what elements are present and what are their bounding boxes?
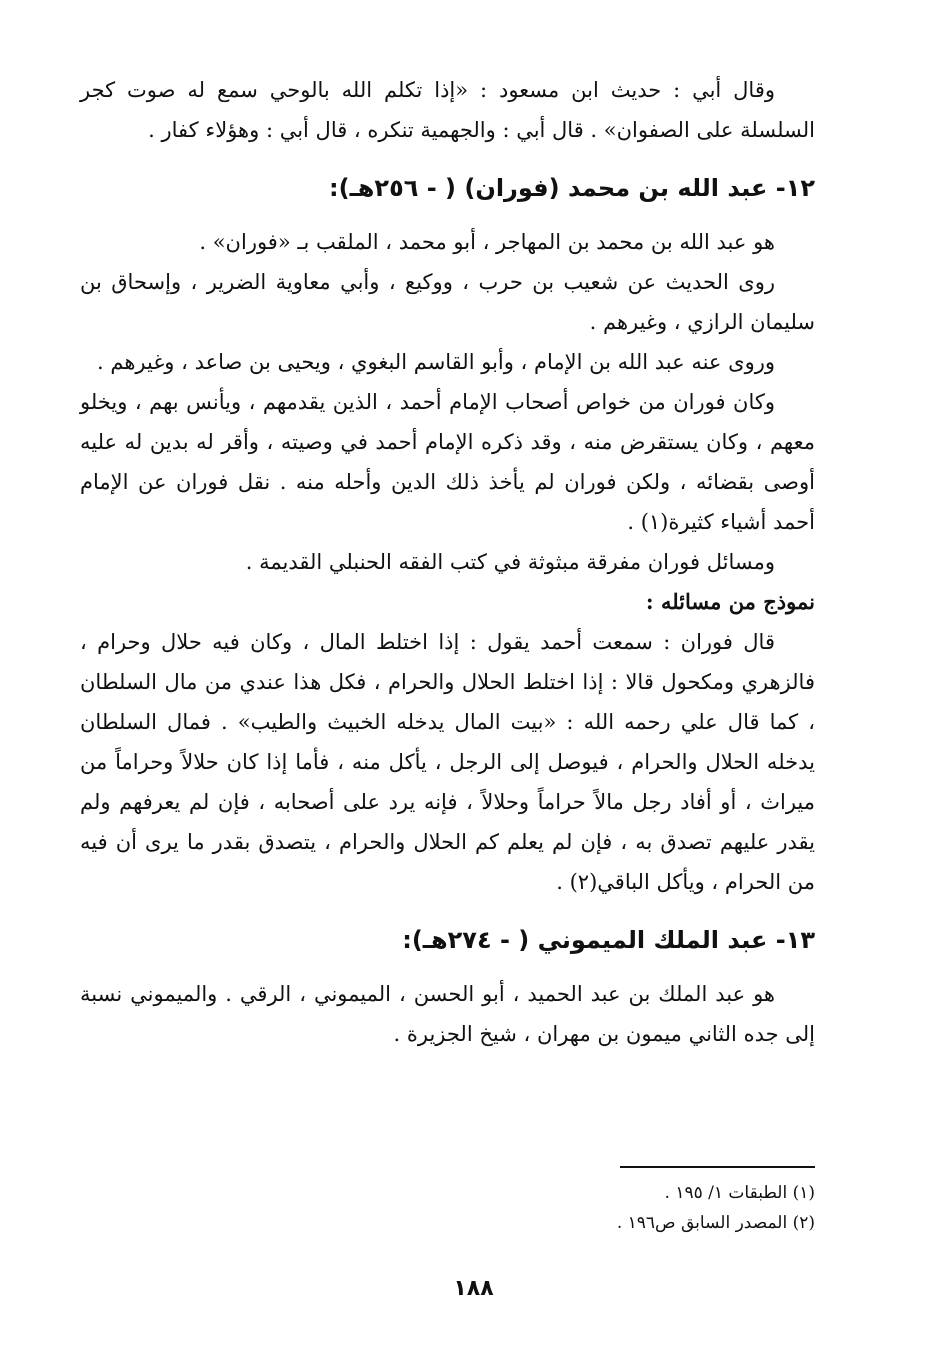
section-13-paragraph-1: هو عبد الملك بن عبد الحميد ، أبو الحسن ، الميموني ، الرقي . والميموني نسبة إلى جده الثاني ميمون بن مهران ، شيخ الجزيرة . bbox=[80, 982, 815, 1046]
section-12-heading: ١٢- عبد الله بن محمد (فوران) ( - ٢٥٦هـ): bbox=[329, 174, 815, 202]
section-12-paragraph-2: روى الحديث عن شعيب بن حرب ، ووكيع ، وأبي معاوية الضرير ، وإسحاق بن سليمان الرازي ، وغيرهم . bbox=[80, 270, 815, 334]
footnote-2: (٢) المصدر السابق ص١٩٦ . bbox=[616, 1213, 815, 1233]
section-12-paragraph-3: وروى عنه عبد الله بن الإمام ، وأبو القاسم البغوي ، ويحيى بن صاعد ، وغيرهم . bbox=[97, 350, 775, 374]
section-13-heading: ١٣- عبد الملك الميموني ( - ٢٧٤هـ): bbox=[402, 926, 815, 954]
page-number: ١٨٨ bbox=[453, 1276, 494, 1301]
section-12-example-paragraph: قال فوران : سمعت أحمد يقول : إذا اختلط المال ، وكان فيه حلال وحرام ، فالزهري ومكحول قالا : إذا اختلط الحلال والحرام ، فكل هذا عندي من مال السلطان ، كما قال علي رحمه الله : «بيت المال يدخله الخبيث والطيب» . فمال السلطان يدخله الحلال والحرام ، فيوصل إلى الرجل ، يأكل منه ، فأما إذا كان حلالاً وحراماً من ميراث ، أو أفاد رجل مالاً حراماً وحلالاً ، فإنه يرد على أصحابه ، فإن لم يعرفهم ولم يقدر عليهم تصدق به ، فإن لم يعلم كم الحلال والحرام ، يتصدق بقدر ما يرى أن فيه من الحرام ، ويأكل الباقي(٢) . bbox=[80, 630, 815, 894]
page-body bbox=[80, 70, 815, 1054]
examples-subheading: نموذج من مسائله : bbox=[645, 589, 815, 614]
footnotes bbox=[80, 1166, 815, 1238]
opening-paragraph: وقال أبي : حديث ابن مسعود : «إذا تكلم الله بالوحي سمع له صوت كجر السلسلة على الصفوان» . قال أبي : والجهمية تنكره ، قال أبي : وهؤلاء كفار . bbox=[80, 78, 815, 142]
footnote-divider bbox=[620, 1166, 815, 1168]
section-12-paragraph-5: ومسائل فوران مفرقة مبثوثة في كتب الفقه الحنبلي القديمة . bbox=[245, 550, 775, 574]
footnote-1: (١) الطبقات ١/ ١٩٥ . bbox=[664, 1183, 815, 1203]
section-12-paragraph-1: هو عبد الله بن محمد بن المهاجر ، أبو محمد ، الملقب بـ «فوران» . bbox=[199, 230, 775, 254]
section-12-paragraph-4: وكان فوران من خواص أصحاب الإمام أحمد ، الذين يقدمهم ، ويأنس بهم ، ويخلو معهم ، وكان يستقرض منه ، وقد ذكره الإمام أحمد في وصيته ، وأقر له بدين له عليه أوصى بقضائه ، ولكن فوران لم يأخذ ذلك الدين وأحله منه . نقل فوران عن الإمام أحمد أشياء كثيرة(١) . bbox=[80, 390, 815, 534]
